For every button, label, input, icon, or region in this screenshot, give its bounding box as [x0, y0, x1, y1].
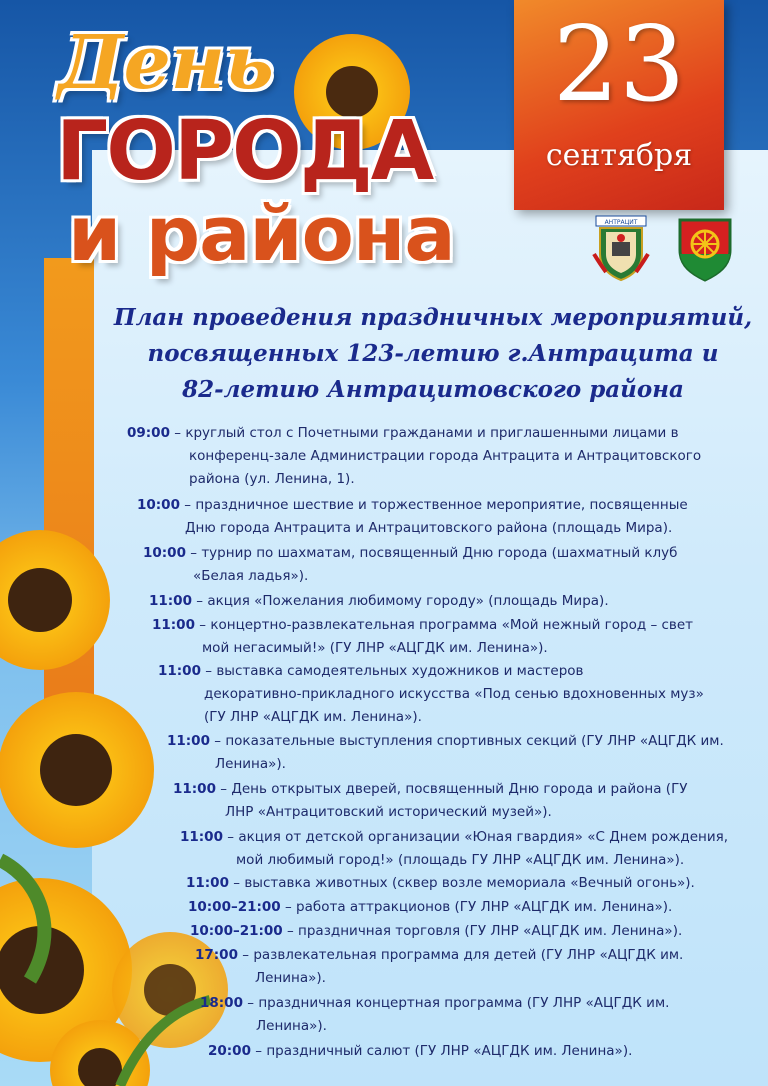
event-item	[158, 660, 704, 729]
event-item	[167, 730, 724, 776]
event-text: – круглый стол с Почетными гражданами и приглашенными лицами в	[174, 425, 679, 441]
event-time: 11:00	[167, 733, 210, 749]
event-time: 18:00	[200, 995, 243, 1011]
event-time: 11:00	[158, 663, 201, 679]
date-month: сентября	[545, 138, 693, 173]
event-item	[188, 896, 672, 919]
event-text: «Белая ладья»).	[193, 568, 309, 584]
event-text: декоративно-прикладного искусства «Под сенью вдохновенных муз»	[204, 686, 704, 702]
event-item	[173, 778, 688, 824]
event-item	[180, 826, 728, 872]
event-text: – акция «Пожелания любимому городу» (площадь Мира).	[196, 593, 609, 609]
event-text: (ГУ ЛНР «АЦГДК им. Ленина»).	[204, 709, 422, 725]
event-item	[143, 542, 678, 588]
event-time: 17:00	[195, 947, 238, 963]
event-text: мой негасимый!» (ГУ ЛНР «АЦГДК им. Ленина»).	[202, 640, 548, 656]
date-day: 23	[552, 3, 686, 125]
event-time: 11:00	[186, 875, 229, 891]
title-den: День	[58, 20, 274, 106]
event-text: – праздничный салют (ГУ ЛНР «АЦГДК им. Ленина»).	[255, 1043, 633, 1059]
title-goroda: ГОРОДА	[56, 104, 433, 199]
event-text: района (ул. Ленина, 1).	[189, 471, 355, 487]
event-item	[152, 614, 693, 660]
event-text: – праздничная торговля (ГУ ЛНР «АЦГДК им. Ленина»).	[287, 923, 683, 939]
event-text: – турнир по шахматам, посвященный Дню города (шахматный клуб	[190, 545, 678, 561]
event-text: Дню города Антрацита и Антрацитовского района (площадь Мира).	[185, 520, 673, 536]
event-text: Ленина»).	[215, 756, 286, 772]
event-time: 10:00	[143, 545, 186, 561]
event-item	[208, 1040, 632, 1063]
event-text: – выставка самодеятельных художников и мастеров	[205, 663, 584, 679]
event-text: конференц-зале Администрации города Антрацита и Антрацитовского	[189, 448, 702, 464]
event-text: – выставка животных (сквер возле мемориала «Вечный огонь»).	[233, 875, 695, 891]
event-time: 11:00	[173, 781, 216, 797]
event-plan-heading	[100, 300, 766, 408]
event-text: – концертно-развлекательная программа «Мой нежный город – свет	[199, 617, 694, 633]
city-coat-of-arms-icon	[592, 214, 650, 282]
event-text: – День открытых дверей, посвященный Дню города и района (ГУ	[220, 781, 688, 797]
event-time: 11:00	[180, 829, 223, 845]
event-time: 10:00–21:00	[188, 899, 281, 915]
event-time: 10:00	[137, 497, 180, 513]
district-coat-of-arms-icon	[676, 214, 734, 282]
emblem-label: АНТРАЦИТ	[604, 219, 638, 226]
event-item	[137, 494, 688, 540]
event-text: мой любимый город!» (площадь ГУ ЛНР «АЦГДК им. Ленина»).	[236, 852, 685, 868]
event-text: – акция от детской организации «Юная гвардия» «С Днем рождения,	[227, 829, 729, 845]
heading-line-3: 82-летию Антрацитовского района	[182, 376, 684, 403]
event-item	[149, 590, 609, 613]
heading-line-1: План проведения праздничных мероприятий,	[113, 304, 753, 331]
event-time: 10:00–21:00	[190, 923, 283, 939]
event-text: ЛНР «Антрацитовский исторический музей»).	[225, 804, 552, 820]
heading-line-2: посвященных 123-летию г.Антрацита и	[147, 340, 719, 367]
event-item	[127, 422, 701, 491]
event-text: – праздничное шествие и торжественное мероприятие, посвященные	[184, 497, 688, 513]
event-time: 11:00	[149, 593, 192, 609]
event-item	[186, 872, 695, 895]
event-item	[190, 920, 682, 943]
event-text: – работа аттракционов (ГУ ЛНР «АЦГДК им. Ленина»).	[285, 899, 673, 915]
event-item	[195, 944, 683, 990]
event-text: – развлекательная программа для детей (ГУ ЛНР «АЦГДК им.	[242, 947, 684, 963]
event-time: 20:00	[208, 1043, 251, 1059]
event-time: 09:00	[127, 425, 170, 441]
event-time: 11:00	[152, 617, 195, 633]
event-text: Ленина»).	[255, 970, 326, 986]
title-i-raiona: и района	[68, 189, 455, 278]
event-text: – показательные выступления спортивных секций (ГУ ЛНР «АЦГДК им.	[214, 733, 724, 749]
event-text: – праздничная концертная программа (ГУ ЛНР «АЦГДК им.	[247, 995, 670, 1011]
event-text: Ленина»).	[256, 1018, 327, 1034]
event-item	[200, 992, 669, 1038]
